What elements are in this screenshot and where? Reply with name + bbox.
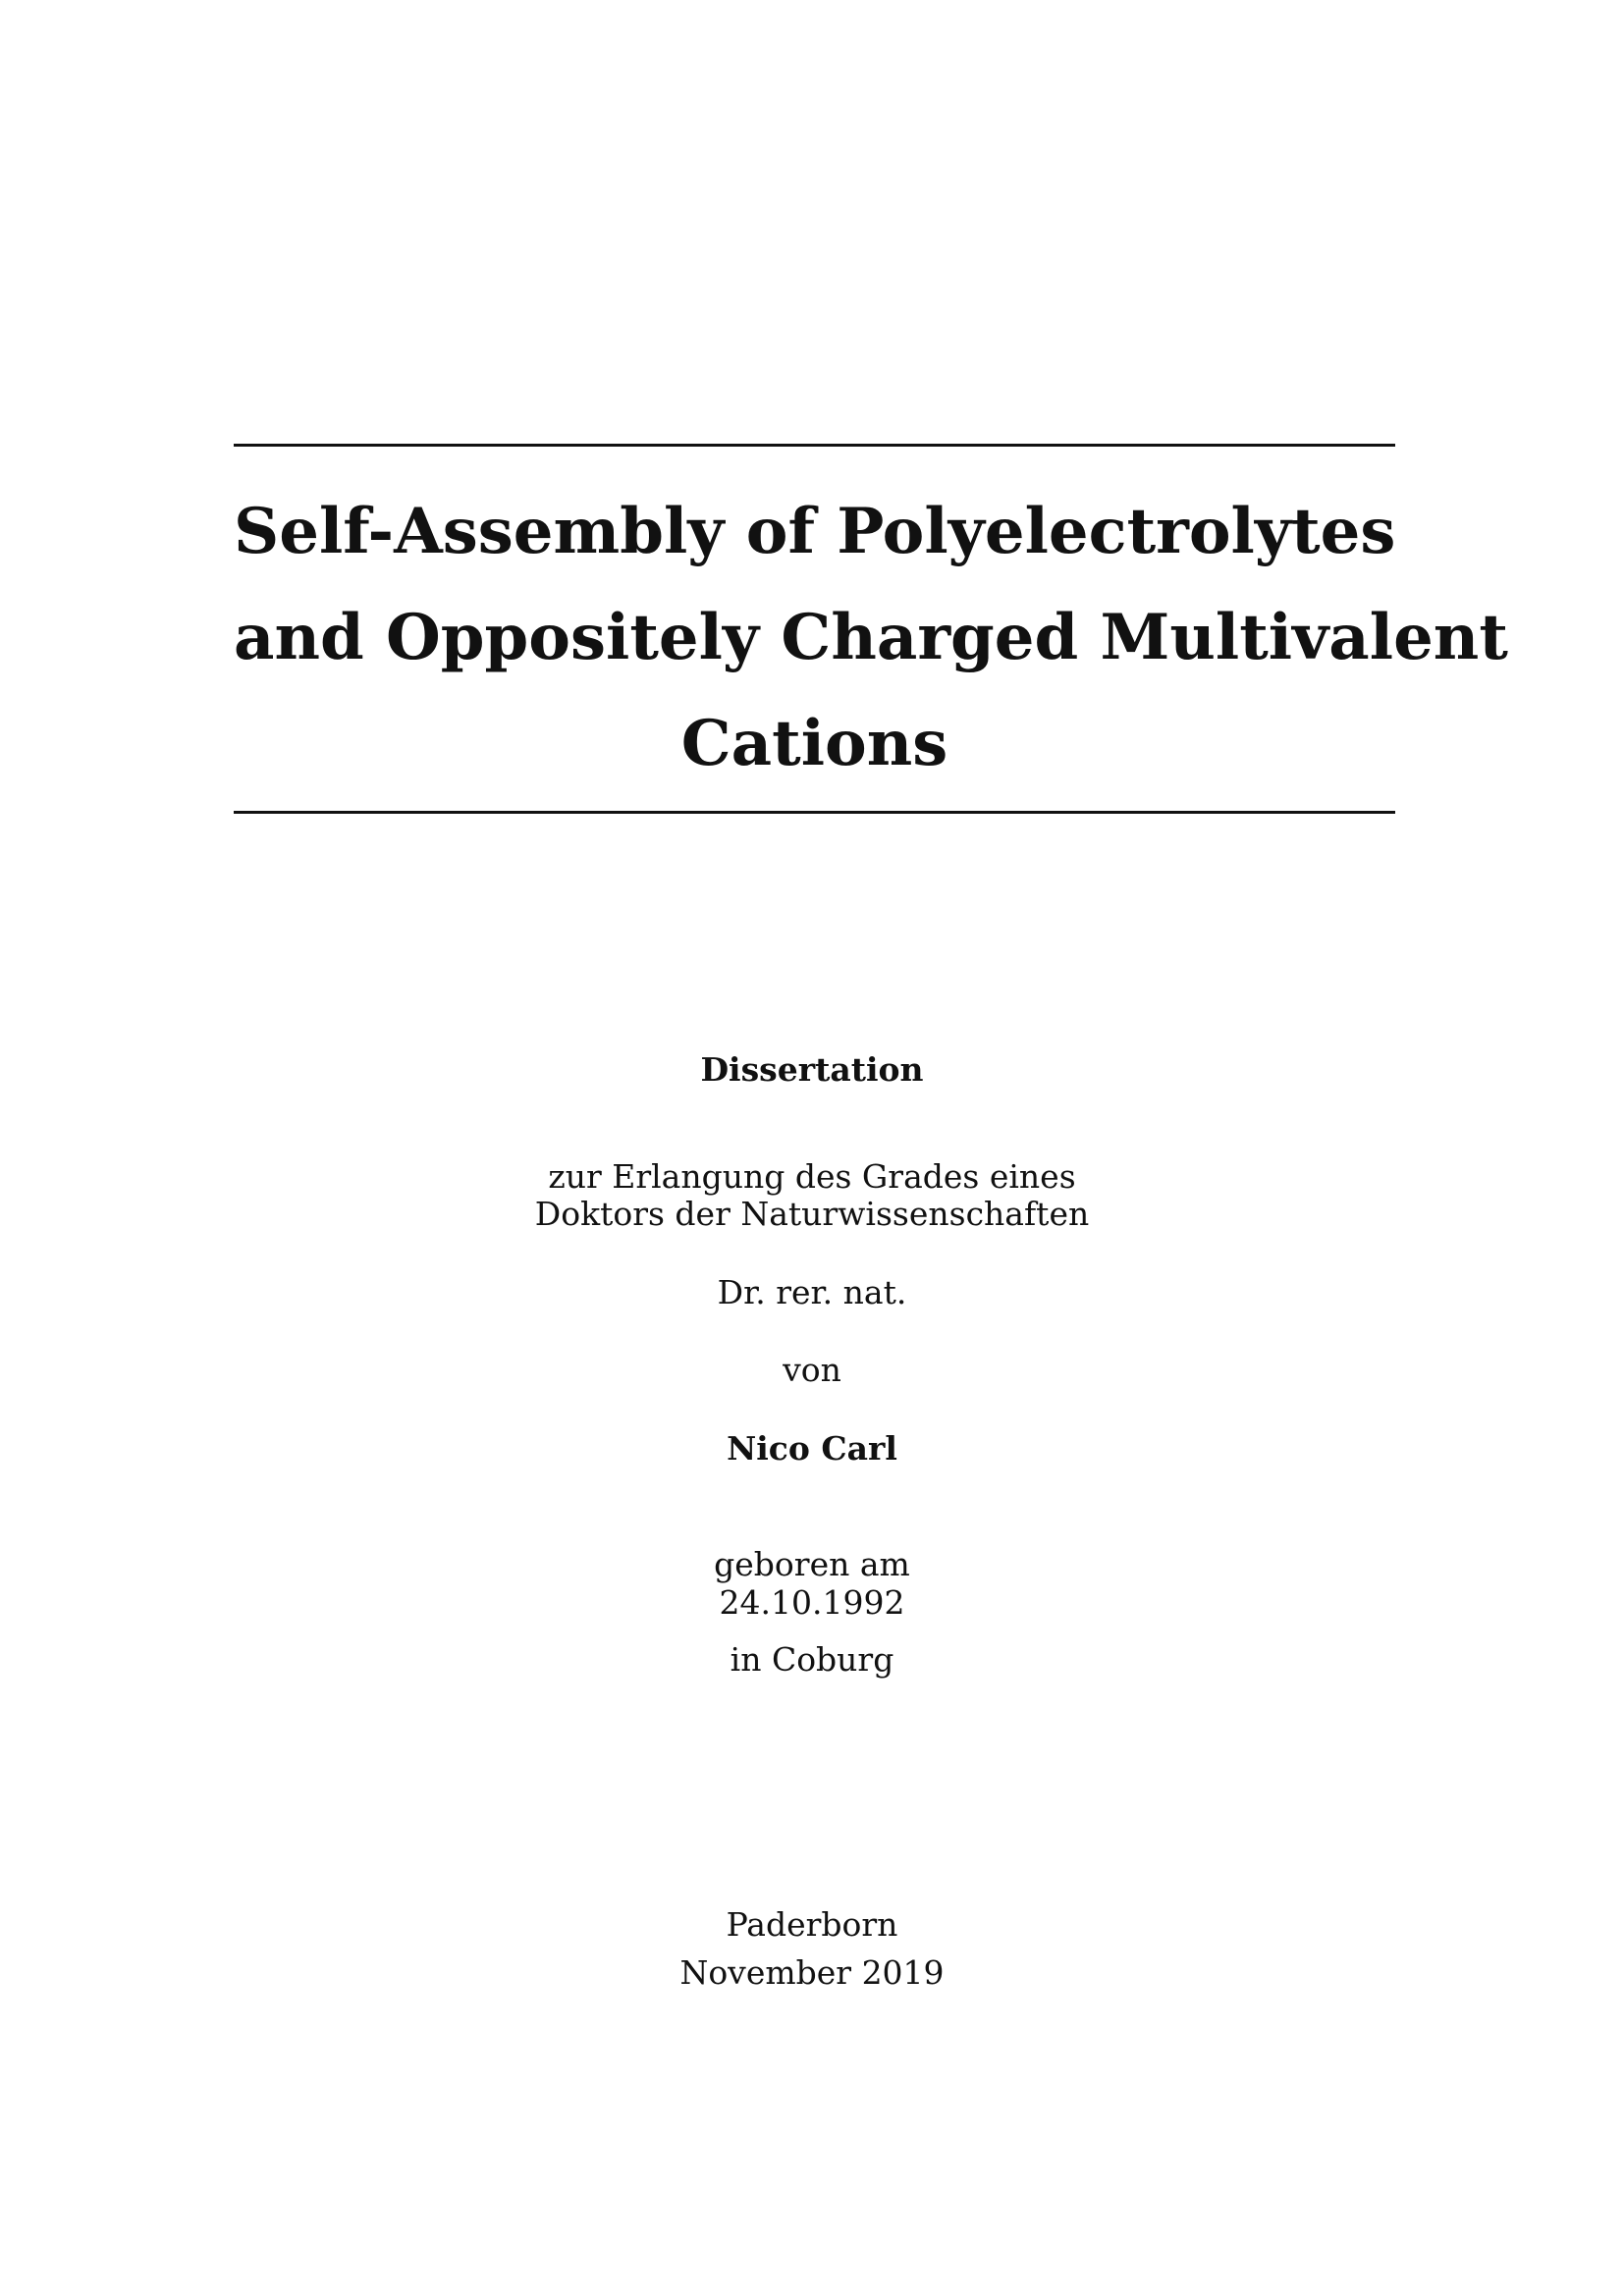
degree-abbreviation: Dr. rer. nat. (717, 1273, 907, 1311)
title-line-1: Self-Assembly of Polyelectrolytes (234, 495, 1396, 568)
born-label: geboren am (714, 1545, 910, 1583)
birth-place: in Coburg (730, 1640, 894, 1679)
document-title (234, 479, 1508, 797)
submission-city: Paderborn (726, 1905, 898, 1944)
title-line-3: Cations (680, 707, 948, 780)
submission-date: November 2019 (679, 1953, 945, 1992)
title-bottom-rule (234, 811, 1395, 814)
birth-date: 24.10.1992 (719, 1583, 905, 1622)
degree-purpose-line-1: zur Erlangung des Grades eines (548, 1157, 1076, 1196)
author-name: Nico Carl (727, 1429, 897, 1468)
document-type: Dissertation (700, 1050, 924, 1089)
by-label: von (783, 1351, 841, 1389)
title-line-2: and Oppositely Charged Multivalent (234, 601, 1508, 674)
title-top-rule (234, 444, 1395, 447)
degree-purpose-line-2: Doktors der Naturwissenschaften (534, 1195, 1090, 1233)
